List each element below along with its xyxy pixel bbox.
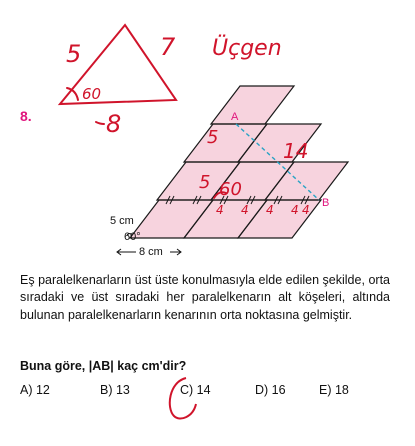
choice-e[interactable]: E) 18 — [319, 383, 349, 397]
choice-a[interactable]: A) 12 — [20, 383, 50, 397]
hand-triangle-right: 7 — [160, 33, 176, 61]
hand-result: 14 — [283, 139, 309, 163]
point-b-label: B — [322, 197, 330, 209]
side-label: 5 cm — [110, 215, 134, 227]
choice-c[interactable]: C) 14 — [180, 383, 211, 397]
angle-label: 60° — [124, 231, 141, 243]
answer-choices — [20, 383, 400, 403]
hand-triangle-left: 5 — [66, 40, 82, 68]
hand-triangle-angle: 60 — [82, 85, 102, 103]
question-text: Eş paralelkenarların üst üste konulmasıyla elde edilen şekilde, orta sıradaki ve üst sıradaki her paralelkenarın alt köşeleri, altında bulunan paralelkenarların kenarının orta noktasına gelmiştir. — [20, 273, 390, 322]
hand-tick-label: 4 — [241, 203, 249, 217]
parallelogram-fill-r3-c0 — [211, 86, 294, 124]
question-prompt: Buna göre, |AB| kaç cm'dir? — [20, 359, 187, 373]
hand-tick-label: 4 — [216, 203, 224, 217]
hand-tick-label: 4 — [266, 203, 274, 217]
hand-figure-side: 5 — [207, 127, 219, 148]
hand-tick-label: 4 — [302, 203, 310, 217]
hand-figure-angle: 60 — [219, 179, 242, 200]
hand-triangle-base: 8 — [106, 110, 122, 138]
hand-tick-label: 4 — [291, 203, 299, 217]
hand-note: Üçgen — [212, 36, 282, 61]
question-number: 8. — [20, 108, 32, 124]
choice-d[interactable]: D) 16 — [255, 383, 286, 397]
hand-figure-side-lower: 5 — [199, 172, 211, 193]
point-a-label: A — [231, 111, 239, 123]
choice-b[interactable]: B) 13 — [100, 383, 130, 397]
base-label: 8 cm — [139, 246, 163, 258]
